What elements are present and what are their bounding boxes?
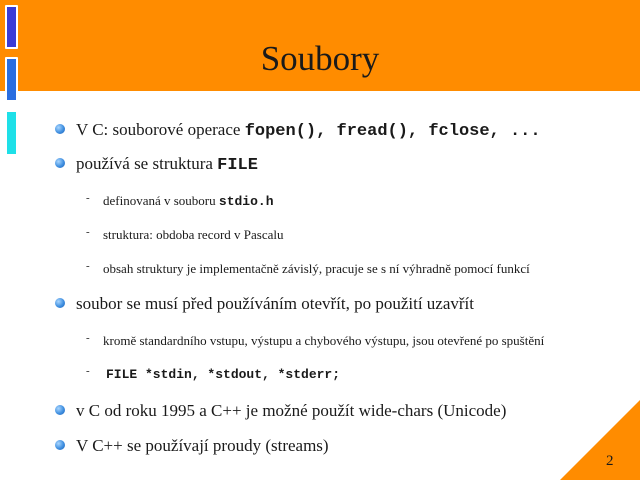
- dash-icon: -: [86, 365, 90, 377]
- dash-icon: -: [86, 260, 90, 272]
- sub-bullet-text: kromě standardního vstupu, výstupu a chybového výstupu, jsou otevřené po spuštění: [103, 333, 545, 348]
- dash-icon: -: [86, 332, 90, 344]
- blue-ball-icon: [55, 124, 65, 134]
- sub-bullet-code: FILE *stdin, *stdout, *stderr;: [106, 367, 341, 382]
- blue-ball-icon: [55, 405, 65, 415]
- bullet-text: používá se struktura: [76, 154, 218, 173]
- sub-bullet-text: definovaná v souboru: [103, 193, 219, 208]
- slide-title: Soubory: [260, 39, 380, 78]
- bullet-text: V C: souborové operace: [76, 120, 245, 139]
- decorative-block-cyan: [5, 110, 18, 156]
- bullet-item: [76, 401, 506, 421]
- dash-icon: -: [86, 192, 90, 204]
- sub-bullet-item: [103, 193, 274, 210]
- bullet-item: [76, 120, 541, 142]
- bullet-item: [76, 436, 329, 456]
- sub-bullet-item: [103, 261, 530, 277]
- sub-bullet-code: stdio.h: [218, 194, 274, 209]
- sub-bullet-text: struktura: obdoba record v Pascalu: [103, 227, 284, 242]
- sub-bullet-item: [106, 366, 340, 383]
- sub-bullet-item: [103, 227, 284, 243]
- page-number: 2: [606, 453, 614, 469]
- corner-triangle: [560, 400, 640, 480]
- bullet-text: v C od roku 1995 a C++ je možné použít wide-chars (Unicode): [76, 401, 507, 420]
- bullet-item: [76, 294, 474, 314]
- blue-ball-icon: [55, 158, 65, 168]
- dash-icon: -: [86, 226, 90, 238]
- bullet-code: FILE: [217, 156, 258, 175]
- bullet-text: soubor se musí před používáním otevřít, po použití uzavřít: [76, 294, 475, 313]
- sub-bullet-text: obsah struktury je implementačně závislý, pracuje se s ní výhradně pomocí funkcí: [103, 261, 530, 276]
- bullet-item: [76, 154, 258, 176]
- sub-bullet-item: [103, 333, 544, 349]
- blue-ball-icon: [55, 298, 65, 308]
- blue-ball-icon: [55, 440, 65, 450]
- bullet-text: V C++ se používají proudy (streams): [76, 436, 329, 455]
- bullet-code: fopen(), fread(), fclose, ...: [244, 122, 541, 141]
